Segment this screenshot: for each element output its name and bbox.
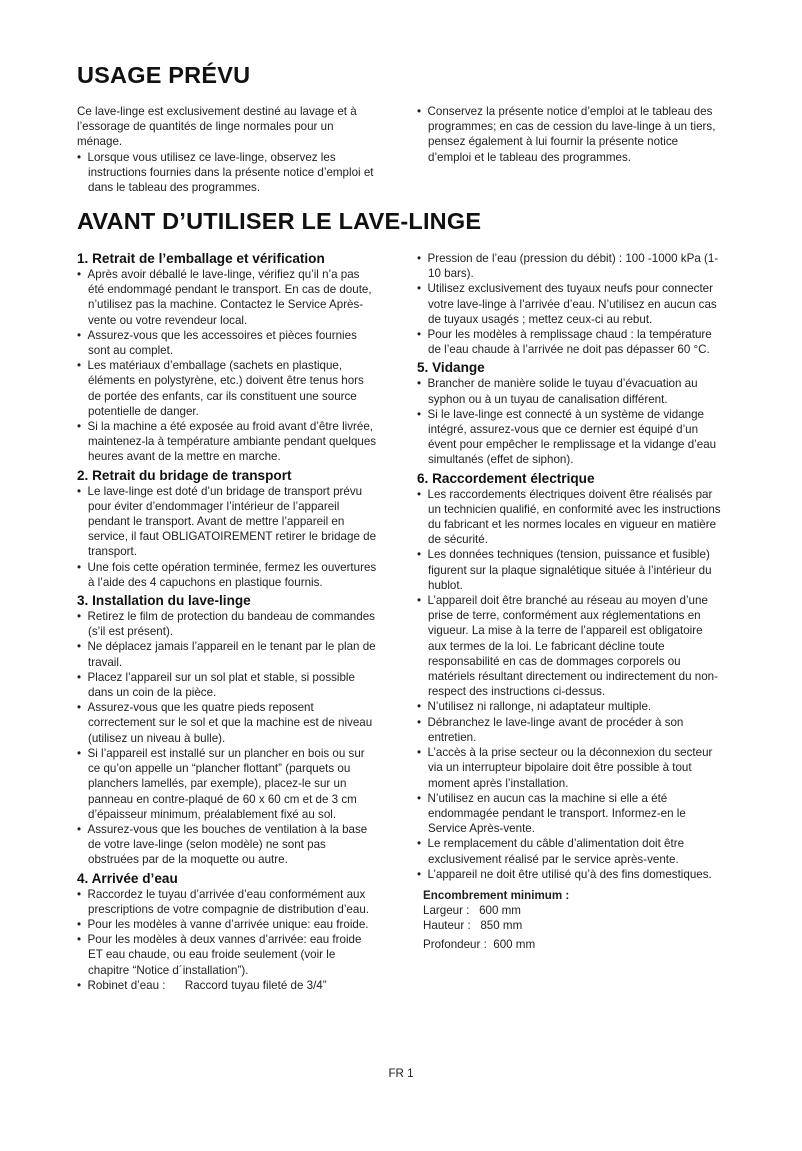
section-6-heading: 6. Raccordement électrique — [417, 470, 595, 486]
list-item: • Utilisez exclusivement des tuyaux neufs pour connecter votre lave-linge à l’arrivée d’eau. N’utilisez en aucun cas de tuyaux usagés ; mettez ceux-ci au rebut. — [417, 281, 723, 327]
list-item: • Si la machine a été exposée au froid avant d’être livrée, maintenez-la à température ambiante pendant quelques heures avant de la mettre en marche. — [77, 419, 377, 465]
list-item: • Pour les modèles à vanne d’arrivée unique: eau froide. — [77, 917, 377, 932]
list-item: • Robinet d’eau : Raccord tuyau fileté de 3/4” — [77, 978, 377, 993]
list-item: • L’appareil ne doit être utilisé qu’à des fins domestiques. — [417, 867, 723, 882]
list-item: • L’appareil doit être branché au réseau au moyen d’une prise de terre, conformément aux réglementations en vigueur. La mise à la terre de l’appareil est obligatoire aux termes de la loi. Le fabricant décline toute responsabilité en cas de dommages corporels ou matériels résultant directement ou indirectement du non-respect des instructions ci-dessus. — [417, 593, 723, 699]
section-2-heading: 2. Retrait du bridage de transport — [77, 467, 292, 483]
list-item: • N’utilisez en aucun cas la machine si elle a été endommagée pendant le transport. Informez-en le Service Après-vente. — [417, 791, 723, 837]
list-item: • Une fois cette opération terminée, fermez les ouvertures à l’aide des 4 capuchons en plastique fournis. — [77, 560, 377, 590]
list-item: • Placez l’appareil sur un sol plat et stable, si possible dans un coin de la pièce. — [77, 670, 377, 700]
usage-bullet-left: • Lorsque vous utilisez ce lave-linge, observez les instructions fournies dans la présente notice d’emploi et dans le tableau des programmes. — [77, 150, 377, 196]
avant-title: AVANT D’UTILISER LE LAVE-LINGE — [77, 208, 482, 234]
encombrement-title: Encombrement minimum : — [423, 888, 570, 902]
list-item: • Ne déplacez jamais l’appareil en le tenant par le plan de travail. — [77, 639, 377, 669]
usage-left-column — [77, 104, 377, 195]
avant-left-column — [77, 251, 377, 993]
list-item: • Raccordez le tuyau d’arrivée d’eau conformément aux prescriptions de votre compagnie de distribution d’eau. — [77, 887, 377, 917]
list-item: • Pression de l’eau (pression du débit) : 100 -1000 kPa (1-10 bars). — [417, 251, 723, 281]
avant-right-column — [417, 251, 723, 952]
list-item: • Assurez-vous que les accessoires et pièces fournies sont au complet. — [77, 328, 377, 358]
list-item: • Les matériaux d’emballage (sachets en plastique, éléments en polystyrène, etc.) doivent être tenus hors de portée des enfants, car ils constituent une source potentielle de danger. — [77, 358, 377, 419]
section-5-heading: 5. Vidange — [417, 360, 485, 376]
list-item: • Retirez le film de protection du bandeau de commandes (s’il est présent). — [77, 609, 377, 639]
list-item: • Pour les modèles à deux vannes d’arrivée: eau froide ET eau chaude, ou eau froide seulement (voir le chapitre “Notice d´installation”). — [77, 932, 377, 978]
list-item: • N’utilisez ni rallonge, ni adaptateur multiple. — [417, 699, 723, 714]
usage-bullet-right: • Conservez la présente notice d’emploi at le tableau des programmes; en cas de cession du lave-linge à un tiers, pensez également à lui fournir la présente notice d’emploi et le tableau des programmes. — [417, 104, 717, 165]
list-item: • Le remplacement du câble d’alimentation doit être exclusivement réalisé par le service après-vente. — [417, 836, 723, 866]
dimension-profondeur: Profondeur : 600 mm — [423, 937, 536, 951]
list-item: • Les raccordements électriques doivent être réalisés par un technicien qualifié, en conformité avec les instructions du fabricant et les normes locales en vigueur en matière de sécurité. — [417, 487, 723, 548]
section-1-heading: 1. Retrait de l’emballage et vérification — [77, 251, 325, 266]
list-item: • Si l’appareil est installé sur un plancher en bois ou sur ce qu’on appelle un “plancher flottant” (parquets ou planchers lamellés, par exemple), placez-le sur un panneau en contre-plaqué de 60 x 60 cm et de 3 cm d’épaisseur minimum, préalablement fixé au sol. — [77, 746, 377, 822]
dimension-hauteur: Hauteur : 850 mm — [423, 919, 523, 933]
list-item: • Assurez-vous que les bouches de ventilation à la base de votre lave-linge (selon modèle) ne sont pas obstruées par de la moquette ou autre. — [77, 822, 377, 868]
list-item: • L’accès à la prise secteur ou la déconnexion du secteur via un interrupteur bipolaire doit être possible à tout moment après l’installation. — [417, 745, 723, 791]
list-item: • Brancher de manière solide le tuyau d’évacuation au syphon ou à un tuyau de canalisation différent. — [417, 376, 723, 406]
list-item: • Les données techniques (tension, puissance et fusible) figurent sur la plaque signalétique située à l’intérieur du hublot. — [417, 547, 723, 593]
encombrement-block — [417, 888, 723, 952]
usage-title: USAGE PRÉVU — [77, 62, 251, 88]
usage-intro: Ce lave-linge est exclusivement destiné au lavage et à l’essorage de quantités de linge normales pour un ménage. — [77, 105, 357, 149]
list-item: • Débranchez le lave-linge avant de procéder à son entretien. — [417, 715, 723, 745]
section-4-heading: 4. Arrivée d’eau — [77, 870, 178, 886]
list-item: • Après avoir déballé le lave-linge, vérifiez qu’il n’a pas été endommagé pendant le transport. En cas de doute, n’utilisez pas la machine. Contactez le Service Après-vente ou votre revendeur local. — [77, 267, 377, 328]
section-3-heading: 3. Installation du lave-linge — [77, 593, 251, 609]
usage-right-column — [417, 104, 717, 165]
list-item: • Le lave-linge est doté d’un bridage de transport prévu pour éviter d’endommager l’intérieur de l’appareil pendant le transport. Avant de mettre l’appareil en service, il faut OBLIGATOIREMENT retirer le bridage de transport. — [77, 484, 377, 560]
list-item: • Pour les modèles à remplissage chaud : la température de l’eau chaude à l’arrivée ne doit pas dépasser 60 °C. — [417, 327, 723, 357]
list-item: • Assurez-vous que les quatre pieds reposent correctement sur le sol et que la machine est de niveau (utilisez un niveau à bulle). — [77, 700, 377, 746]
page-number: FR 1 — [388, 1067, 414, 1080]
list-item: • Si le lave-linge est connecté à un système de vidange intégré, assurez-vous que ce dernier est équipé d’un évent pour empêcher le remplissage et la vidange d’eau simultanés (effet de siphon). — [417, 407, 723, 468]
dimension-largeur: Largeur : 600 mm — [423, 904, 521, 918]
